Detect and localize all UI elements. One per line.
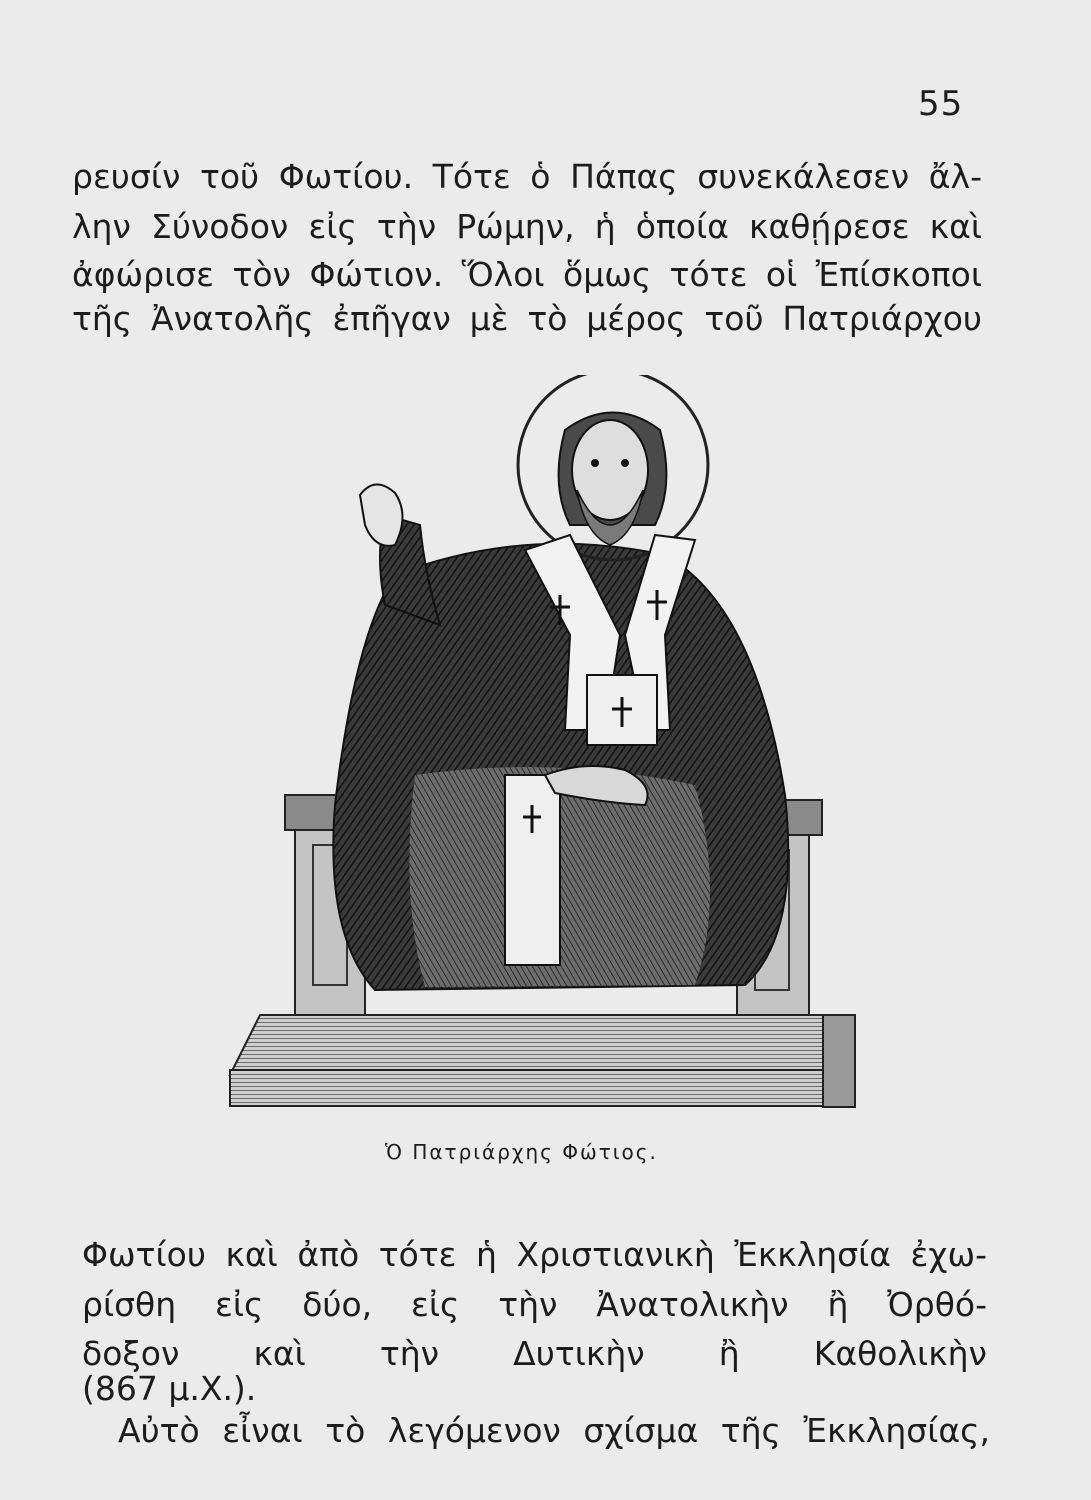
patriarch-illustration [225,375,857,1120]
text-line: (867 μ.Χ.). [82,1369,257,1408]
text-line: δοξον καὶ τὴν Δυτικὴν ἢ Καθολικὴν [82,1334,987,1373]
text-line: Φωτίου καὶ ἀπὸ τότε ἡ Χριστιανικὴ Ἐκκλησία ἐχω- [82,1235,987,1274]
text-line: τῆς Ἀνατολῆς ἐπῆγαν μὲ τὸ μέρος τοῦ Πατριάρχου [72,299,982,338]
text-line: ρευσίν τοῦ Φωτίου. Τότε ὁ Πάπας συνεκάλεσεν ἄλ- [72,157,982,196]
figure-caption: Ὁ Πατριάρχης Φώτιος. [385,1140,658,1164]
text-line: Αὐτὸ εἶναι τὸ λεγόμενον σχίσμα τῆς Ἐκκλησίας, [118,1411,990,1450]
text-line: ρίσθη εἰς δύο, εἰς τὴν Ἀνατολικὴν ἢ Ὀρθό- [82,1285,987,1324]
text-line: ἀφώρισε τὸν Φώτιον. Ὅλοι ὅμως τότε οἱ Ἐπίσκοποι [72,255,982,294]
text-line: λην Σύνοδον εἰς τὴν Ρώμην, ἡ ὁποία καθῄρεσε καὶ [72,207,982,246]
page-number: 55 [918,84,964,124]
